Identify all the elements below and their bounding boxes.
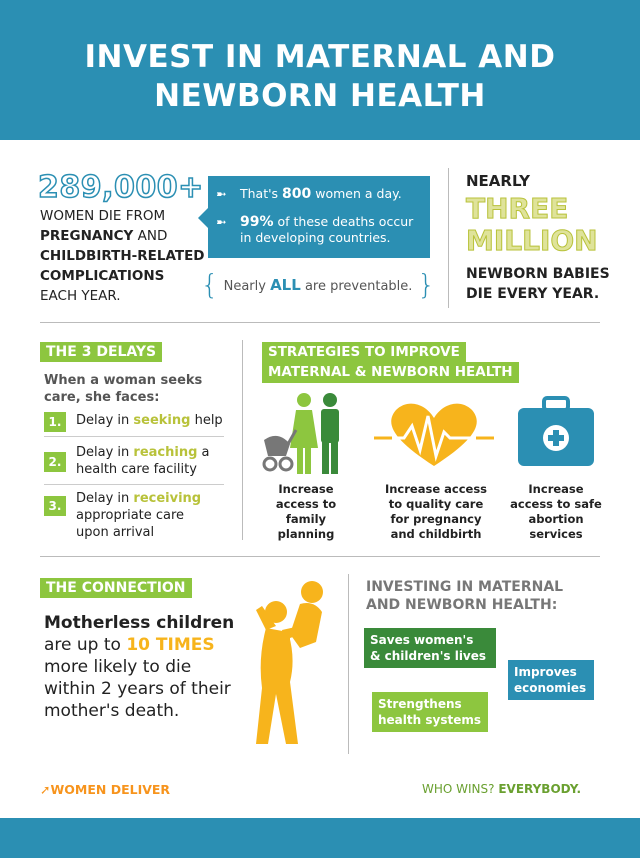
callout-row1-post: women a day. xyxy=(311,186,402,201)
strategy-line: Increase access xyxy=(384,482,488,496)
three-word: THREE xyxy=(466,192,569,225)
delay-post: help xyxy=(190,413,223,428)
brace-right-icon: } xyxy=(417,268,436,301)
strategy-line: family xyxy=(285,512,327,526)
newborn-line-1: NEWBORN BABIES xyxy=(466,266,610,282)
stat-line-3: CHILDBIRTH-RELATED xyxy=(40,248,205,264)
deaths-callout-box xyxy=(208,176,430,258)
benefit-line: Strengthens xyxy=(378,697,462,711)
investing-title-line-1: INVESTING IN MATERNAL xyxy=(366,579,564,595)
callout-row2-bold: 99% xyxy=(240,214,274,230)
investing-title xyxy=(366,578,616,614)
family-icon xyxy=(258,392,354,476)
benefit-line: & children's lives xyxy=(370,649,487,663)
delay-line2: health care facility xyxy=(76,462,197,477)
logo-text: WOMEN DELIVER xyxy=(50,782,171,797)
title-line-2: NEWBORN HEALTH xyxy=(154,78,486,114)
delay-item-3 xyxy=(44,490,246,541)
benefit-line: Improves xyxy=(514,665,577,679)
title-line-1: INVEST IN MATERNAL AND xyxy=(84,39,556,75)
benefit-line: health systems xyxy=(378,713,481,727)
heart-pulse-icon xyxy=(374,400,494,472)
brace-left-icon: { xyxy=(200,268,219,301)
connection-title: THE CONNECTION xyxy=(40,578,192,598)
benefit-improves-economies xyxy=(508,660,594,700)
delay-number: 2. xyxy=(44,452,66,472)
strategy-line: and childbirth xyxy=(390,527,482,541)
women-deaths-number: 289,000+ xyxy=(38,170,204,205)
callout-row1-bold: 800 xyxy=(282,186,312,202)
stat-line-2: PREGNANCY xyxy=(40,228,134,244)
callout-row-2 xyxy=(216,214,413,246)
header-banner xyxy=(0,0,640,140)
arrow-icon: ➼ xyxy=(216,214,227,229)
callout-row2-line2: in developing countries. xyxy=(240,230,391,245)
delay-separator xyxy=(44,484,224,485)
stat-line-4: COMPLICATIONS xyxy=(40,268,165,284)
strategy-line: planning xyxy=(277,527,335,541)
delay-pre: Delay in xyxy=(76,445,134,460)
benefit-line: Saves women's xyxy=(370,633,474,647)
delays-intro-line-1: When a woman seeks xyxy=(44,373,203,388)
newborn-deaths-text xyxy=(466,264,610,304)
strategy-line: Increase xyxy=(278,482,334,496)
tagline-question: WHO WINS? xyxy=(422,782,499,796)
three-million-text xyxy=(466,193,598,257)
delays-title: THE 3 DELAYS xyxy=(40,342,162,362)
benefit-saves-lives xyxy=(364,628,496,668)
connection-line-5: mother's death. xyxy=(44,701,180,721)
strategy-label-safe-abortion xyxy=(506,482,606,542)
strategy-line: services xyxy=(529,527,583,541)
million-word: MILLION xyxy=(466,224,598,257)
delay-number: 3. xyxy=(44,496,66,516)
preventable-pre: Nearly xyxy=(223,279,271,294)
delay-highlight: receiving xyxy=(133,491,202,506)
delay-post: a xyxy=(197,445,210,460)
newborn-line-2: DIE EVERY YEAR. xyxy=(466,286,600,302)
strategy-line: access to safe xyxy=(510,497,602,511)
connection-line-2-pre: are up to xyxy=(44,635,127,655)
delay-pre: Delay in xyxy=(76,491,134,506)
delay-line2: appropriate care xyxy=(76,508,185,523)
stat-line-1: WOMEN DIE FROM xyxy=(40,208,166,224)
strategies-title-2: MATERNAL & NEWBORN HEALTH xyxy=(262,362,519,383)
tagline xyxy=(422,782,581,796)
callout-row-1 xyxy=(216,186,402,202)
arrow-icon: ➼ xyxy=(216,186,227,201)
connection-line-2-highlight: 10 TIMES xyxy=(126,635,215,655)
benefit-line: economies xyxy=(514,681,587,695)
women-deliver-logo xyxy=(40,782,170,797)
divider-horizontal xyxy=(40,556,600,557)
divider-horizontal xyxy=(40,322,600,323)
delay-item-2 xyxy=(44,444,246,478)
delay-highlight: seeking xyxy=(133,413,191,428)
delay-line3: upon arrival xyxy=(76,525,155,540)
delays-intro xyxy=(44,372,224,406)
nearly-label: NEARLY xyxy=(466,172,531,190)
medical-kit-icon xyxy=(516,396,596,468)
strategies-title-1: STRATEGIES TO IMPROVE xyxy=(262,342,466,363)
preventable-post: are preventable. xyxy=(300,279,413,294)
page-title xyxy=(0,38,640,116)
delay-number: 1. xyxy=(44,412,66,432)
connection-line-1: Motherless children xyxy=(44,613,235,633)
benefit-strengthens-systems xyxy=(372,692,488,732)
delay-separator xyxy=(44,436,224,437)
investing-title-line-2: AND NEWBORN HEALTH: xyxy=(366,597,558,613)
women-deaths-text xyxy=(40,206,210,306)
delay-pre: Delay in xyxy=(76,413,134,428)
preventable-bold: ALL xyxy=(270,276,301,294)
logo-arrow-icon: ➚ xyxy=(40,782,51,797)
strategy-label-quality-care xyxy=(376,482,496,542)
connection-text xyxy=(44,612,264,722)
connection-line-4: within 2 years of their xyxy=(44,679,231,699)
divider-vertical xyxy=(348,574,349,754)
strategy-line: for pregnancy xyxy=(390,512,482,526)
strategy-line: abortion xyxy=(528,512,584,526)
tagline-answer: EVERYBODY. xyxy=(498,782,581,796)
divider-vertical xyxy=(448,168,449,308)
divider-vertical xyxy=(242,340,243,540)
preventable-note xyxy=(200,270,436,300)
delay-highlight: reaching xyxy=(133,445,198,460)
strategy-line: to quality care xyxy=(388,497,484,511)
strategy-line: access to xyxy=(275,497,337,511)
callout-row2-post: of these deaths occur xyxy=(273,214,414,229)
footer-bar xyxy=(0,818,640,858)
delay-item-1 xyxy=(44,412,246,432)
strategy-line: Increase xyxy=(528,482,584,496)
delays-intro-line-2: care, she faces: xyxy=(44,390,160,405)
stat-line-2b: AND xyxy=(133,228,168,244)
strategy-label-family-planning xyxy=(258,482,354,542)
callout-row1-pre: That's xyxy=(240,186,283,201)
connection-line-3: more likely to die xyxy=(44,657,192,677)
stat-line-5: EACH YEAR. xyxy=(40,288,121,304)
